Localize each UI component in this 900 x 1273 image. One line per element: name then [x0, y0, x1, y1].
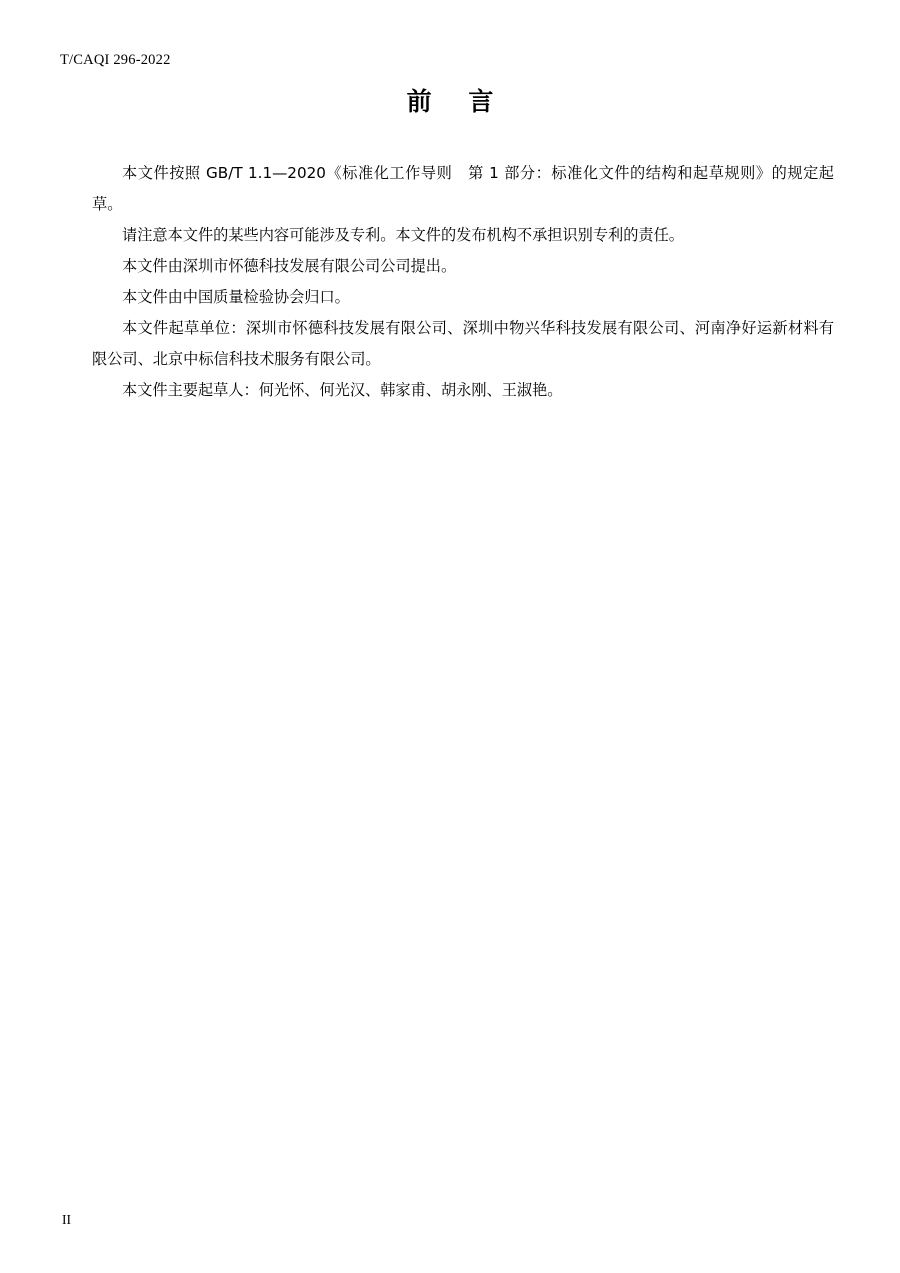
paragraph: 本文件由中国质量检验协会归口。: [122, 288, 350, 306]
paragraph: 本文件按照 GB/T 1.1—2020《标准化工作导则 第 1 部分：标准化文件的结构和起草规则》的规定起草。: [92, 164, 834, 213]
paragraph: 请注意本文件的某些内容可能涉及专利。本文件的发布机构不承担识别专利的责任。: [122, 226, 684, 244]
page-title: 前 言: [406, 87, 508, 116]
paragraph: 本文件起草单位：深圳市怀德科技发展有限公司、深圳中物兴华科技发展有限公司、河南净好运新材料有限公司、北京中标信科技术服务有限公司。: [92, 319, 834, 368]
paragraph: 本文件由深圳市怀德科技发展有限公司公司提出。: [122, 257, 457, 275]
standard-number-header: T/CAQI 296-2022: [60, 52, 171, 68]
paragraph: 本文件主要起草人：何光怀、何光汉、韩家甫、胡永刚、王淑艳。: [122, 381, 563, 399]
page-number: II: [62, 1212, 71, 1227]
foreword-body: [92, 158, 834, 406]
